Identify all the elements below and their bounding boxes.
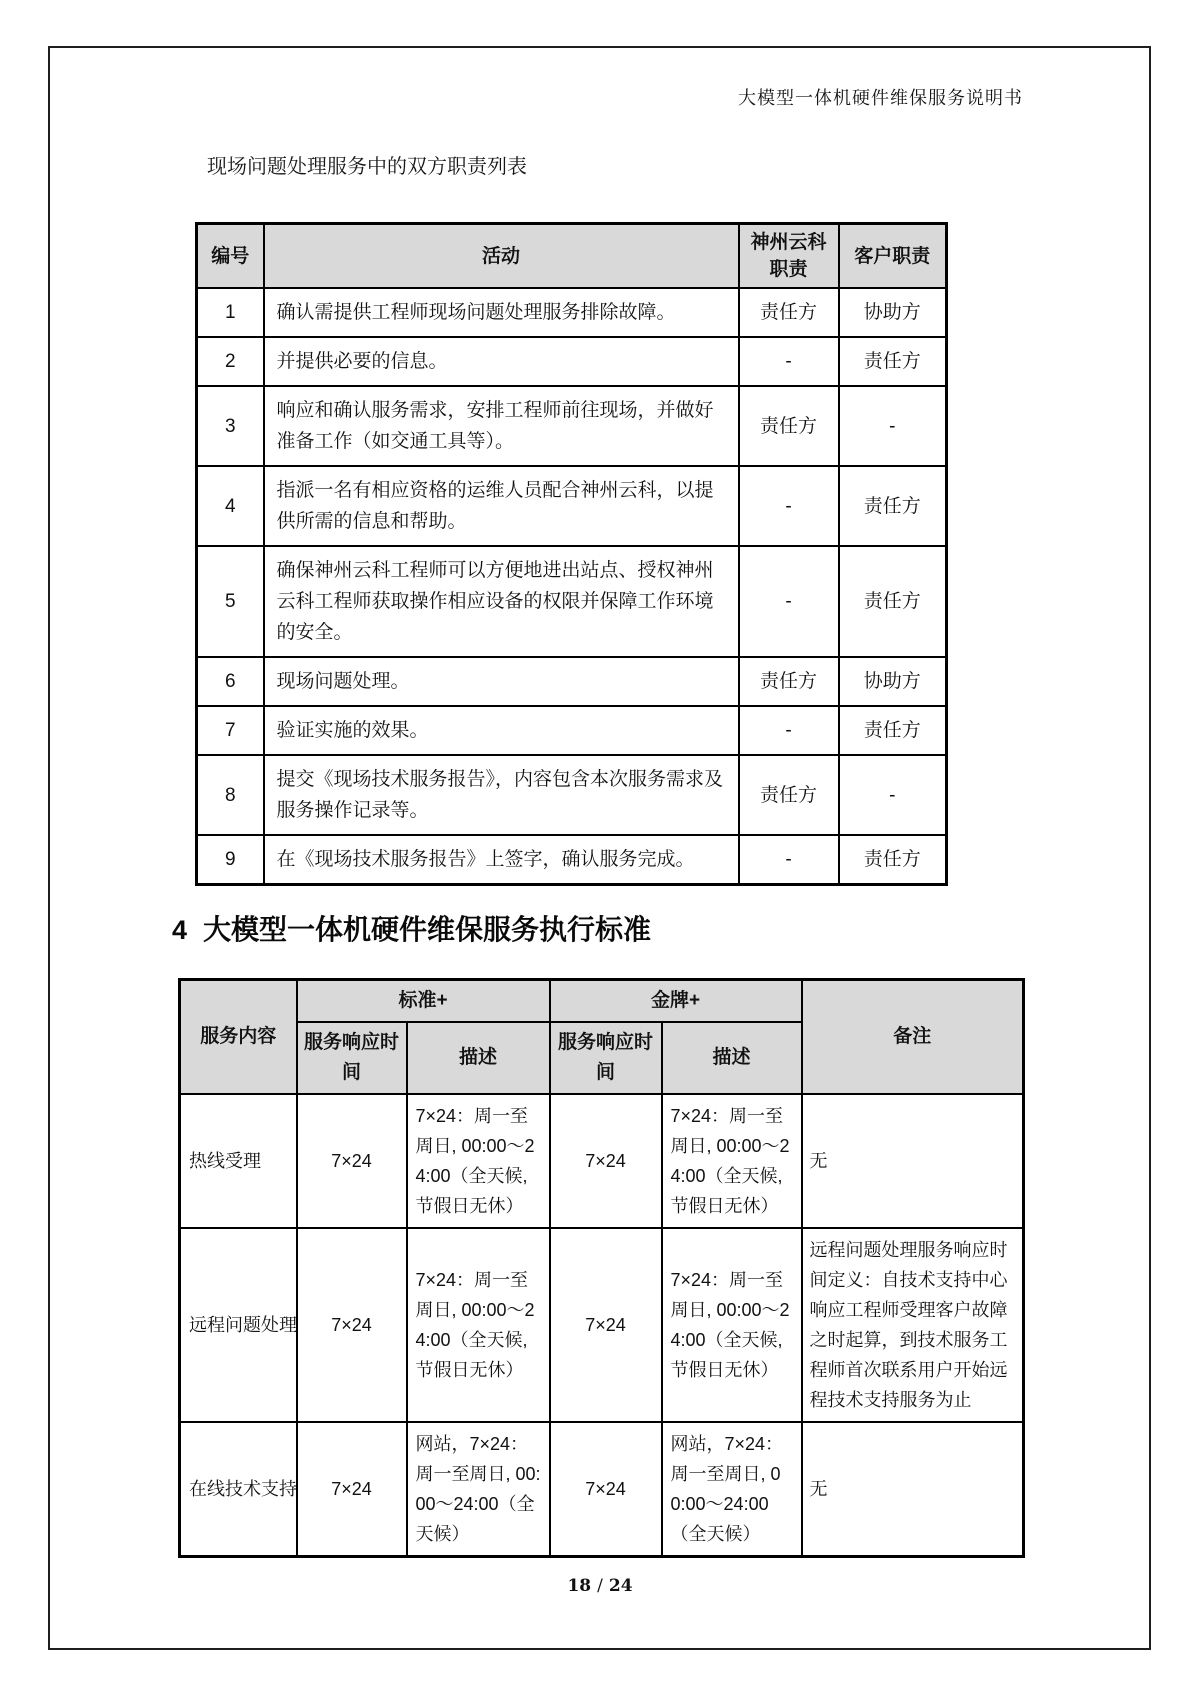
column-group-standard-plus: 标准+ [297,980,550,1023]
table-header-row [180,980,1024,1023]
yunke-role-cell: 责任方 [739,755,839,835]
table-row [180,1422,1024,1557]
column-header-customer-role: 客户职责 [839,224,947,289]
gold-response-time-cell: 7×24 [550,1422,662,1557]
table-row [180,1228,1024,1422]
table-row [197,386,947,466]
row-number-cell: 8 [197,755,264,835]
service-name-cell: 在线技术支持 [180,1422,297,1557]
column-header-remark: 备注 [802,980,1024,1095]
table-row [197,706,947,755]
customer-role-cell: 协助方 [839,288,947,337]
table-row [197,657,947,706]
yunke-role-cell: 责任方 [739,657,839,706]
customer-role-cell: - [839,755,947,835]
remark-cell: 远程问题处理服务响应时间定义：自技术支持中心响应工程师受理客户故障之时起算，到技术服务工程师首次联系用户开始远程技术支持服务为止 [802,1228,1024,1422]
table-header-row [197,224,947,289]
std-desc-cell: 网站，7×24：周一至周日, 00:00～24:00（全天候） [407,1422,550,1557]
service-name-cell: 远程问题处理 [180,1228,297,1422]
column-header-activity: 活动 [264,224,739,289]
activity-cell: 并提供必要的信息。 [264,337,739,386]
yunke-role-cell: - [739,706,839,755]
gold-response-time-cell: 7×24 [550,1094,662,1228]
responsibility-table [195,222,948,886]
row-number-cell: 5 [197,546,264,657]
table-row [197,288,947,337]
activity-cell: 在《现场技术服务报告》上签字，确认服务完成。 [264,835,739,885]
section-heading [172,908,651,948]
yunke-role-cell: 责任方 [739,288,839,337]
column-header-gold-desc: 描述 [662,1022,802,1094]
row-number-cell: 7 [197,706,264,755]
activity-cell: 确认需提供工程师现场问题处理服务排除故障。 [264,288,739,337]
service-name-cell: 热线受理 [180,1094,297,1228]
customer-role-cell: 责任方 [839,337,947,386]
std-response-time-cell: 7×24 [297,1228,407,1422]
customer-role-cell: 协助方 [839,657,947,706]
row-number-cell: 4 [197,466,264,546]
page-number-footer [0,1576,1200,1596]
service-standard-table [178,978,1025,1558]
column-header-std-response-time: 服务响应时间 [297,1022,407,1094]
customer-role-cell: - [839,386,947,466]
activity-cell: 响应和确认服务需求，安排工程师前往现场，并做好准备工作（如交通工具等）。 [264,386,739,466]
yunke-role-cell: - [739,835,839,885]
gold-desc-cell: 7×24：周一至周日, 00:00～24:00（全天候, 节假日无休） [662,1094,802,1228]
customer-role-cell: 责任方 [839,466,947,546]
document-title-header: 大模型一体机硬件维保服务说明书 [738,88,1023,109]
activity-cell: 指派一名有相应资格的运维人员配合神州云科，以提供所需的信息和帮助。 [264,466,739,546]
yunke-role-cell: - [739,546,839,657]
section-title: 大模型一体机硬件维保服务执行标准 [203,914,652,945]
total-page-count: 24 [608,1576,633,1596]
row-number-cell: 1 [197,288,264,337]
column-header-service: 服务内容 [180,980,297,1095]
remark-cell: 无 [802,1094,1024,1228]
table-row [180,1094,1024,1228]
yunke-role-cell: 责任方 [739,386,839,466]
table-row [197,546,947,657]
column-header-yunke-role: 神州云科职责 [739,224,839,289]
customer-role-cell: 责任方 [839,706,947,755]
std-response-time-cell: 7×24 [297,1422,407,1557]
table-row [197,337,947,386]
activity-cell: 现场问题处理。 [264,657,739,706]
column-header-number: 编号 [197,224,264,289]
std-desc-cell: 7×24：周一至周日, 00:00～24:00（全天候, 节假日无休） [407,1094,550,1228]
customer-role-cell: 责任方 [839,835,947,885]
section-number: 4 [172,915,188,945]
column-header-std-desc: 描述 [407,1022,550,1094]
row-number-cell: 2 [197,337,264,386]
remark-cell: 无 [802,1422,1024,1557]
std-response-time-cell: 7×24 [297,1094,407,1228]
activity-cell: 提交《现场技术服务报告》，内容包含本次服务需求及服务操作记录等。 [264,755,739,835]
row-number-cell: 6 [197,657,264,706]
column-header-gold-response-time: 服务响应时间 [550,1022,662,1094]
table-row [197,835,947,885]
activity-cell: 确保神州云科工程师可以方便地进出站点、授权神州云科工程师获取操作相应设备的权限并保障工作环境的安全。 [264,546,739,657]
yunke-role-cell: - [739,466,839,546]
row-number-cell: 3 [197,386,264,466]
column-group-gold-plus: 金牌+ [550,980,802,1023]
gold-desc-cell: 网站，7×24：周一至周日, 00:00～24:00（全天候） [662,1422,802,1557]
gold-response-time-cell: 7×24 [550,1228,662,1422]
table-row [197,466,947,546]
yunke-role-cell: - [739,337,839,386]
page-number-separator: / [597,1576,603,1596]
customer-role-cell: 责任方 [839,546,947,657]
current-page-number: 18 [567,1576,592,1596]
std-desc-cell: 7×24：周一至周日, 00:00～24:00（全天候, 节假日无休） [407,1228,550,1422]
activity-cell: 验证实施的效果。 [264,706,739,755]
table1-caption: 现场问题处理服务中的双方职责列表 [207,156,527,178]
gold-desc-cell: 7×24：周一至周日, 00:00～24:00（全天候, 节假日无休） [662,1228,802,1422]
row-number-cell: 9 [197,835,264,885]
table-row [197,755,947,835]
